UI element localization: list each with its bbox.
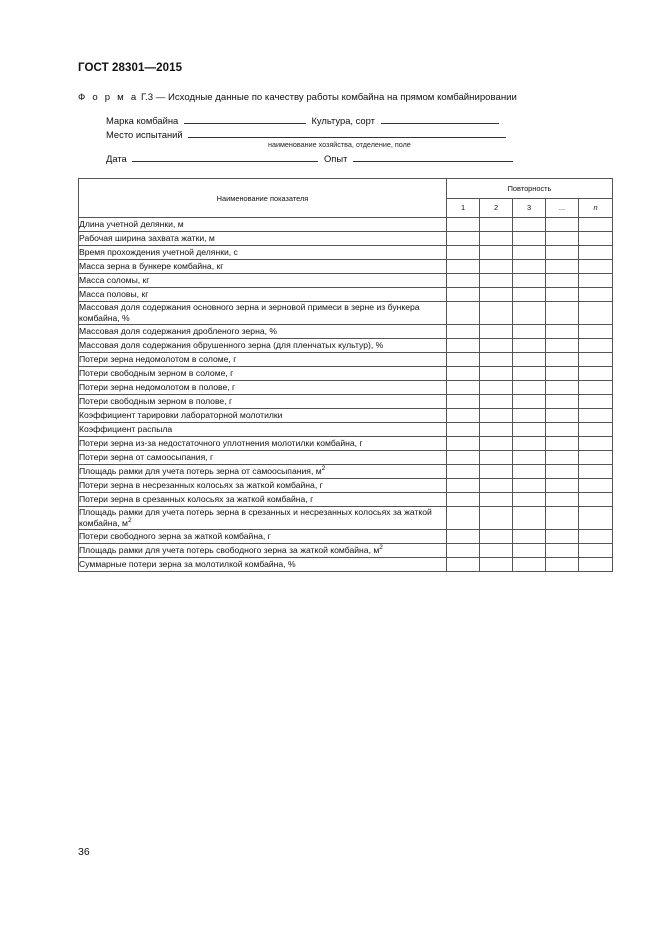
value-cell[interactable] (579, 232, 613, 246)
value-cell[interactable] (546, 437, 579, 451)
value-cell[interactable] (513, 530, 546, 544)
value-cell[interactable] (480, 218, 513, 232)
value-cell[interactable] (480, 451, 513, 465)
value-cell[interactable] (447, 409, 480, 423)
parameter-name (79, 409, 447, 423)
table-row (79, 409, 613, 423)
parameter-label: Потери зерна от самоосыпания, г (79, 452, 214, 462)
value-cell[interactable] (480, 260, 513, 274)
value-cell[interactable] (513, 246, 546, 260)
value-cell[interactable] (546, 507, 579, 530)
value-cell[interactable] (513, 493, 546, 507)
table-row (79, 479, 613, 493)
parameter-name (79, 451, 447, 465)
unit-superscript: 2 (127, 517, 132, 525)
value-cell[interactable] (513, 507, 546, 530)
value-cell[interactable] (546, 465, 579, 479)
parameter-label: Потери свободным зерном в соломе, г (79, 368, 234, 378)
parameter-name (79, 246, 447, 260)
form-number: Г.3 (141, 92, 154, 103)
value-cell[interactable] (579, 465, 613, 479)
value-cell[interactable] (579, 423, 613, 437)
value-cell[interactable] (447, 274, 480, 288)
value-cell[interactable] (579, 274, 613, 288)
value-cell[interactable] (480, 465, 513, 479)
table-row (79, 218, 613, 232)
data-table (78, 178, 613, 572)
value-cell[interactable] (447, 437, 480, 451)
value-cell[interactable] (546, 558, 579, 572)
value-cell[interactable] (447, 218, 480, 232)
table-row (79, 232, 613, 246)
parameter-name (79, 260, 447, 274)
form-title (78, 92, 517, 103)
column-header-5: n (579, 198, 613, 218)
parameter-name (79, 288, 447, 302)
trial-label: Опыт (323, 153, 348, 164)
table-row (79, 381, 613, 395)
value-cell[interactable] (579, 558, 613, 572)
value-cell[interactable] (447, 479, 480, 493)
value-cell[interactable] (513, 479, 546, 493)
value-cell[interactable] (579, 395, 613, 409)
parameter-label: Потери зерна в несрезанных колосьях за жаткой комбайна, г (79, 480, 323, 490)
parameter-label: Площадь рамки для учета потерь зерна в срезанных и несрезанных колосьях за жаткой комбайна, м (79, 507, 432, 528)
value-cell[interactable] (513, 325, 546, 339)
name-header: Наименование показателя (79, 179, 447, 218)
parameter-name (79, 302, 447, 325)
table-row (79, 260, 613, 274)
value-cell[interactable] (513, 218, 546, 232)
value-cell[interactable] (513, 274, 546, 288)
value-cell[interactable] (447, 395, 480, 409)
parameter-label: Площадь рамки для учета потерь зерна от самоосыпания, м (79, 466, 322, 476)
test-site-blank[interactable] (188, 128, 506, 138)
table-body (79, 218, 613, 572)
parameter-label: Рабочая ширина захвата жатки, м (79, 233, 215, 243)
value-cell[interactable] (447, 367, 480, 381)
trial-blank[interactable] (353, 152, 513, 162)
parameter-label: Длина учетной делянки, м (79, 219, 184, 229)
value-cell[interactable] (480, 339, 513, 353)
value-cell[interactable] (480, 437, 513, 451)
value-cell[interactable] (513, 302, 546, 325)
value-cell[interactable] (480, 530, 513, 544)
parameter-label: Потери зерна недомолотом в полове, г (79, 382, 236, 392)
parameter-name (79, 544, 447, 558)
page-number: 36 (78, 846, 90, 858)
value-cell[interactable] (579, 260, 613, 274)
value-cell[interactable] (579, 544, 613, 558)
parameter-name (79, 232, 447, 246)
parameter-name (79, 558, 447, 572)
value-cell[interactable] (447, 530, 480, 544)
unit-superscript: 2 (379, 544, 383, 552)
value-cell[interactable] (513, 395, 546, 409)
value-cell[interactable] (447, 353, 480, 367)
value-cell[interactable] (546, 381, 579, 395)
table-row (79, 465, 613, 479)
value-cell[interactable] (546, 451, 579, 465)
value-cell[interactable] (480, 423, 513, 437)
table-row (79, 302, 613, 325)
table-row (79, 395, 613, 409)
parameter-name (79, 465, 447, 479)
table-row (79, 437, 613, 451)
value-cell[interactable] (447, 325, 480, 339)
value-cell[interactable] (447, 493, 480, 507)
value-cell[interactable] (513, 451, 546, 465)
parameter-name (79, 218, 447, 232)
test-site-label: Место испытаний (106, 129, 183, 140)
repeat-header: Повторность (447, 179, 613, 199)
parameter-name (79, 367, 447, 381)
value-cell[interactable] (480, 353, 513, 367)
value-cell[interactable] (480, 507, 513, 530)
value-cell[interactable] (447, 544, 480, 558)
table-row (79, 325, 613, 339)
value-cell[interactable] (447, 423, 480, 437)
table-row (79, 544, 613, 558)
value-cell[interactable] (480, 246, 513, 260)
parameter-name (79, 353, 447, 367)
parameter-label: Массовая доля содержания дробленого зерна, % (79, 326, 278, 336)
value-cell[interactable] (513, 437, 546, 451)
crop-variety-blank[interactable] (381, 114, 499, 124)
value-cell[interactable] (546, 479, 579, 493)
value-cell[interactable] (546, 218, 579, 232)
unit-superscript: 2 (321, 465, 326, 473)
value-cell[interactable] (447, 260, 480, 274)
value-cell[interactable] (579, 367, 613, 381)
column-header-4: ... (546, 198, 579, 218)
date-blank[interactable] (132, 152, 318, 162)
parameter-label: Коэффициент распыла (79, 424, 173, 434)
parameter-name (79, 274, 447, 288)
column-header-2: 2 (480, 198, 513, 218)
value-cell[interactable] (480, 558, 513, 572)
table-row (79, 493, 613, 507)
parameter-name (79, 507, 447, 530)
parameter-label: Потери свободного зерна за жаткой комбайна, г (79, 531, 271, 541)
parameter-label: Коэффициент тарировки лабораторной молотилки (79, 410, 283, 420)
value-cell[interactable] (447, 451, 480, 465)
site-caption: наименование хозяйства, отделение, поле (268, 140, 411, 149)
value-cell[interactable] (579, 381, 613, 395)
value-cell[interactable] (579, 437, 613, 451)
value-cell[interactable] (579, 409, 613, 423)
parameter-label: Потери свободным зерном в полове, г (79, 396, 233, 406)
date-label: Дата (106, 153, 127, 164)
column-header-1: 1 (447, 198, 480, 218)
value-cell[interactable] (447, 232, 480, 246)
value-cell[interactable] (579, 218, 613, 232)
value-cell[interactable] (480, 302, 513, 325)
table-row (79, 530, 613, 544)
value-cell[interactable] (546, 493, 579, 507)
parameter-label: Суммарные потери зерна за молотилкой комбайна, % (79, 559, 296, 569)
form-label: Ф о р м а (78, 92, 139, 103)
value-cell[interactable] (546, 302, 579, 325)
parameter-label: Масса соломы, кг (79, 275, 150, 285)
parameter-label: Потери зерна из-за недостаточного уплотнения молотилки комбайна, г (79, 438, 363, 448)
value-cell[interactable] (546, 409, 579, 423)
table-row (79, 507, 613, 530)
value-cell[interactable] (513, 423, 546, 437)
value-cell[interactable] (546, 325, 579, 339)
value-cell[interactable] (513, 353, 546, 367)
combine-brand-label: Марка комбайна (106, 115, 179, 126)
value-cell[interactable] (513, 409, 546, 423)
value-cell[interactable] (480, 544, 513, 558)
value-cell[interactable] (513, 381, 546, 395)
value-cell[interactable] (579, 479, 613, 493)
value-cell[interactable] (513, 232, 546, 246)
value-cell[interactable] (579, 353, 613, 367)
combine-brand-blank[interactable] (184, 114, 306, 124)
value-cell[interactable] (480, 409, 513, 423)
parameter-name (79, 437, 447, 451)
value-cell[interactable] (513, 260, 546, 274)
parameter-label: Массовая доля содержания обрушенного зерна (для пленчатых культур), % (79, 340, 384, 350)
parameter-name (79, 381, 447, 395)
value-cell[interactable] (480, 381, 513, 395)
value-cell[interactable] (579, 325, 613, 339)
value-cell[interactable] (447, 288, 480, 302)
value-cell[interactable] (480, 493, 513, 507)
value-cell[interactable] (546, 274, 579, 288)
field-row-brand (106, 114, 502, 126)
value-cell[interactable] (546, 353, 579, 367)
parameter-label: Масса половы, кг (79, 289, 149, 299)
value-cell[interactable] (480, 274, 513, 288)
value-cell[interactable] (480, 367, 513, 381)
value-cell[interactable] (546, 288, 579, 302)
value-cell[interactable] (480, 325, 513, 339)
crop-variety-label: Культура, сорт (311, 115, 375, 126)
parameter-label: Время прохождения учетной делянки, с (79, 247, 238, 257)
value-cell[interactable] (447, 339, 480, 353)
value-cell[interactable] (447, 246, 480, 260)
value-cell[interactable] (447, 558, 480, 572)
value-cell[interactable] (546, 423, 579, 437)
value-cell[interactable] (579, 288, 613, 302)
value-cell[interactable] (546, 367, 579, 381)
value-cell[interactable] (513, 288, 546, 302)
document-code: ГОСТ 28301—2015 (78, 62, 183, 74)
value-cell[interactable] (480, 395, 513, 409)
value-cell[interactable] (513, 339, 546, 353)
value-cell[interactable] (513, 544, 546, 558)
parameter-name (79, 479, 447, 493)
parameter-label: Площадь рамки для учета потерь свободного зерна за жаткой комбайна, м (79, 545, 380, 555)
value-cell[interactable] (546, 232, 579, 246)
parameter-name (79, 325, 447, 339)
table-row (79, 353, 613, 367)
value-cell[interactable] (546, 530, 579, 544)
value-cell[interactable] (546, 260, 579, 274)
table-row (79, 423, 613, 437)
value-cell[interactable] (513, 465, 546, 479)
parameter-label: Потери зерна в срезанных колосьях за жаткой комбайна, г (79, 494, 314, 504)
table-row (79, 288, 613, 302)
value-cell[interactable] (447, 507, 480, 530)
value-cell[interactable] (579, 302, 613, 325)
parameter-name (79, 339, 447, 353)
value-cell[interactable] (579, 493, 613, 507)
field-row-date (106, 152, 516, 164)
parameter-name (79, 493, 447, 507)
parameter-name (79, 530, 447, 544)
value-cell[interactable] (579, 530, 613, 544)
value-cell[interactable] (513, 558, 546, 572)
value-cell[interactable] (480, 232, 513, 246)
form-title-text: — Исходные данные по качеству работы комбайна на прямом комбайнировании (155, 92, 517, 103)
value-cell[interactable] (579, 246, 613, 260)
table-row (79, 558, 613, 572)
value-cell[interactable] (546, 246, 579, 260)
value-cell[interactable] (447, 465, 480, 479)
parameter-name (79, 423, 447, 437)
column-header-3: 3 (513, 198, 546, 218)
value-cell[interactable] (546, 395, 579, 409)
value-cell[interactable] (579, 451, 613, 465)
value-cell[interactable] (579, 507, 613, 530)
field-row-site (106, 128, 509, 140)
table-row (79, 367, 613, 381)
value-cell[interactable] (546, 339, 579, 353)
parameter-name (79, 395, 447, 409)
value-cell[interactable] (579, 339, 613, 353)
table-row (79, 451, 613, 465)
parameter-label: Масса зерна в бункере комбайна, кг (79, 261, 224, 271)
table-row (79, 339, 613, 353)
value-cell[interactable] (546, 544, 579, 558)
parameter-label: Потери зерна недомолотом в соломе, г (79, 354, 237, 364)
value-cell[interactable] (480, 479, 513, 493)
value-cell[interactable] (480, 288, 513, 302)
table-row (79, 246, 613, 260)
table-row (79, 274, 613, 288)
value-cell[interactable] (447, 381, 480, 395)
value-cell[interactable] (447, 302, 480, 325)
parameter-label: Массовая доля содержания основного зерна и зерновой примеси в зерне из бункера комбайна, % (79, 302, 420, 323)
value-cell[interactable] (513, 367, 546, 381)
